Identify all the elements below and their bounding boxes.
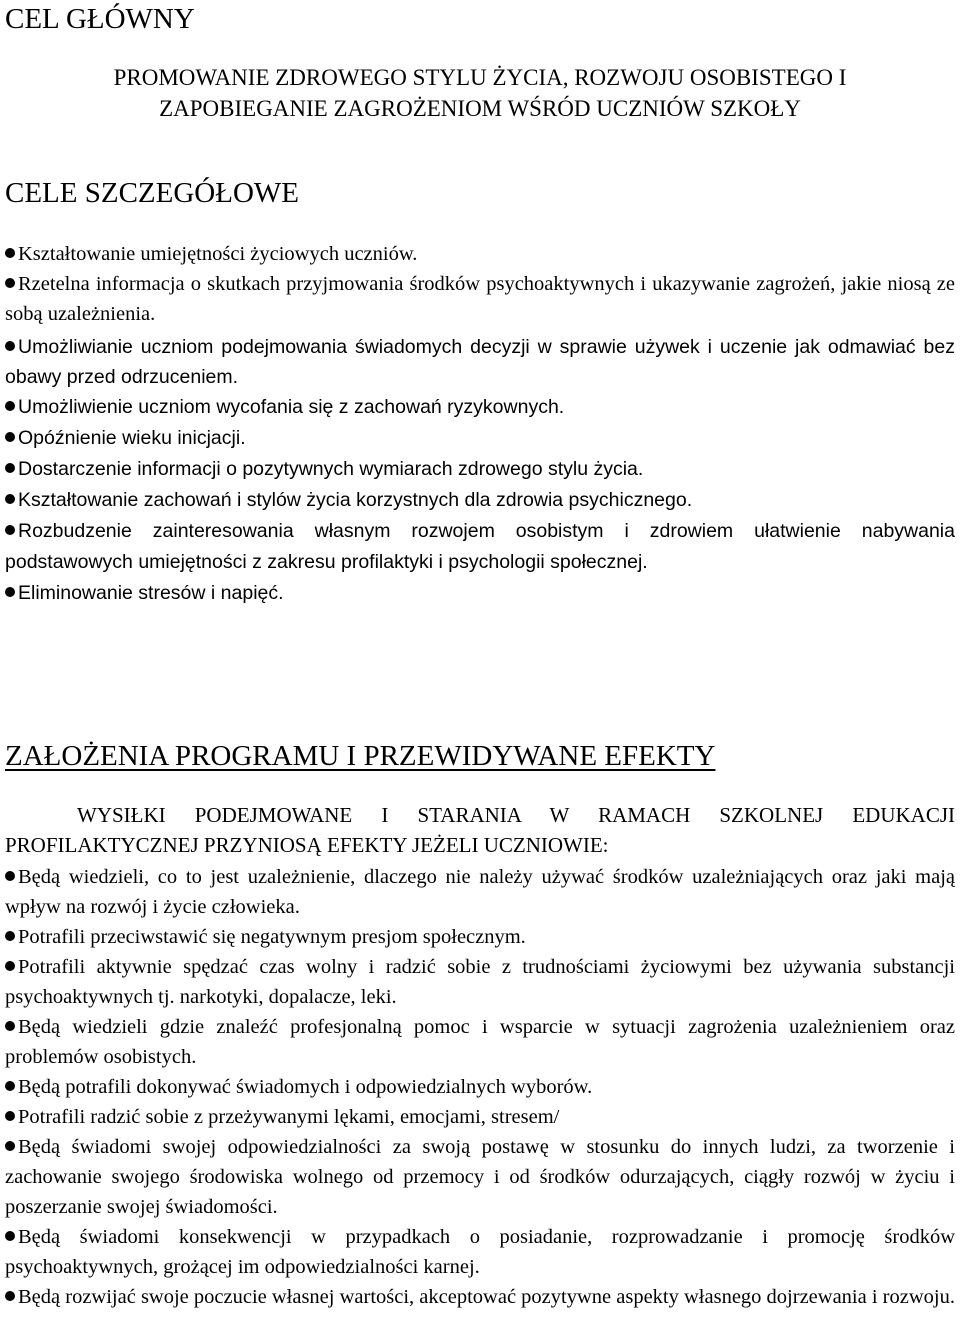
specific-goals-heading: CELE SZCZEGÓŁOWE xyxy=(5,177,299,209)
bullet-icon xyxy=(5,463,15,473)
bullet-icon xyxy=(5,1291,15,1301)
main-goal-line-1: PROMOWANIE ZDROWEGO STYLU ŻYCIA, ROZWOJU OSOBISTEGO I xyxy=(113,65,847,90)
list-item: Dostarczenie informacji o pozytywnych wymiarach zdrowego stylu życia. xyxy=(5,454,955,485)
program-assumptions-intro: WYSIŁKI PODEJMOWANE I STARANIA W RAMACH SZKOLNEJ EDUKACJI PROFILAKTYCZNEJ PRZYNIOSĄ EFEKTY JEŻELI UCZNIOWIE: xyxy=(5,803,955,857)
specific-goals-list xyxy=(5,239,955,329)
specific-goals-list-continued xyxy=(5,332,955,609)
list-item: Będą świadomi konsekwencji w przypadkach o posiadanie, rozprowadzanie i promocję środków psychoaktywnych, grożącej im odpowiedzialności karnej. xyxy=(5,1226,955,1278)
main-goal-line-2: ZAPOBIEGANIE ZAGROŻENIOM WŚRÓD UCZNIÓW SZKOŁY xyxy=(159,96,801,121)
list-item: Eliminowanie stresów i napięć. xyxy=(5,578,955,609)
bullet-icon xyxy=(5,432,15,442)
bullet-icon xyxy=(5,931,15,941)
list-item: Potrafili radzić sobie z przeżywanymi lękami, emocjami, stresem/ xyxy=(5,1102,955,1132)
bullet-icon xyxy=(5,278,15,288)
bullet-icon xyxy=(5,341,15,351)
program-assumptions-heading: ZAŁOŻENIA PROGRAMU I PRZEWIDYWANE EFEKTY xyxy=(5,740,716,772)
list-item: Będą świadomi swojej odpowiedzialności za swoją postawę w stosunku do innych ludzi, za tworzenie i zachowanie swojego środowiska wolnego od przemocy i od środków odurzających, ciągły rozwój w życiu i poszerzanie swojej świadomości. xyxy=(5,1136,955,1218)
bullet-icon xyxy=(5,525,15,535)
list-item: Potrafili aktywnie spędzać czas wolny i radzić sobie z trudnościami życiowymi bez używania substancji psychoaktywnych tj. narkotyki, dopalacze, leki. xyxy=(5,956,955,1008)
bullet-icon xyxy=(5,248,15,258)
bullet-icon xyxy=(5,1111,15,1121)
list-item: Opóźnienie wieku inicjacji. xyxy=(5,423,955,454)
main-goal-heading: CEL GŁÓWNY xyxy=(5,3,195,35)
list-item: Będą rozwijać swoje poczucie własnej wartości, akceptować pozytywne aspekty własnego dojrzewania i rozwoju. xyxy=(5,1282,955,1312)
bullet-icon xyxy=(5,401,15,411)
bullet-icon xyxy=(5,1231,15,1241)
list-item: Umożliwienie uczniom wycofania się z zachowań ryzykownych. xyxy=(5,392,955,423)
expected-effects-list xyxy=(5,862,955,1312)
list-item: Będą wiedzieli, co to jest uzależnienie, dlaczego nie należy używać środków uzależniających oraz jaki mają wpływ na rozwój i życie człowieka. xyxy=(5,866,955,918)
bullet-icon xyxy=(5,871,15,881)
bullet-icon xyxy=(5,1081,15,1091)
bullet-icon xyxy=(5,1021,15,1031)
bullet-icon xyxy=(5,494,15,504)
bullet-icon xyxy=(5,587,15,597)
list-item: Będą potrafili dokonywać świadomych i odpowiedzialnych wyborów. xyxy=(5,1072,955,1102)
main-goal-statement xyxy=(40,62,920,124)
list-item: Kształtowanie umiejętności życiowych uczniów. xyxy=(5,239,955,269)
bullet-icon xyxy=(5,961,15,971)
bullet-icon xyxy=(5,1141,15,1151)
list-item: Umożliwianie uczniom podejmowania świadomych decyzji w sprawie używek i uczenie jak odmawiać bez obawy przed odrzuceniem. xyxy=(5,336,955,388)
list-item: Potrafili przeciwstawić się negatywnym presjom społecznym. xyxy=(5,922,955,952)
list-item: Rozbudzenie zainteresowania własnym rozwojem osobistym i zdrowiem ułatwienie nabywania podstawowych umiejętności z zakresu profilaktyki i psychologii społecznej. xyxy=(5,520,955,573)
list-item: Będą wiedzieli gdzie znaleźć profesjonalną pomoc i wsparcie w sytuacji zagrożenia uzależnieniem oraz problemów osobistych. xyxy=(5,1016,955,1068)
list-item: Rzetelna informacja o skutkach przyjmowania środków psychoaktywnych i ukazywanie zagrożeń, jakie niosą ze sobą uzależnienia. xyxy=(5,273,955,325)
list-item: Kształtowanie zachowań i stylów życia korzystnych dla zdrowia psychicznego. xyxy=(5,485,955,516)
